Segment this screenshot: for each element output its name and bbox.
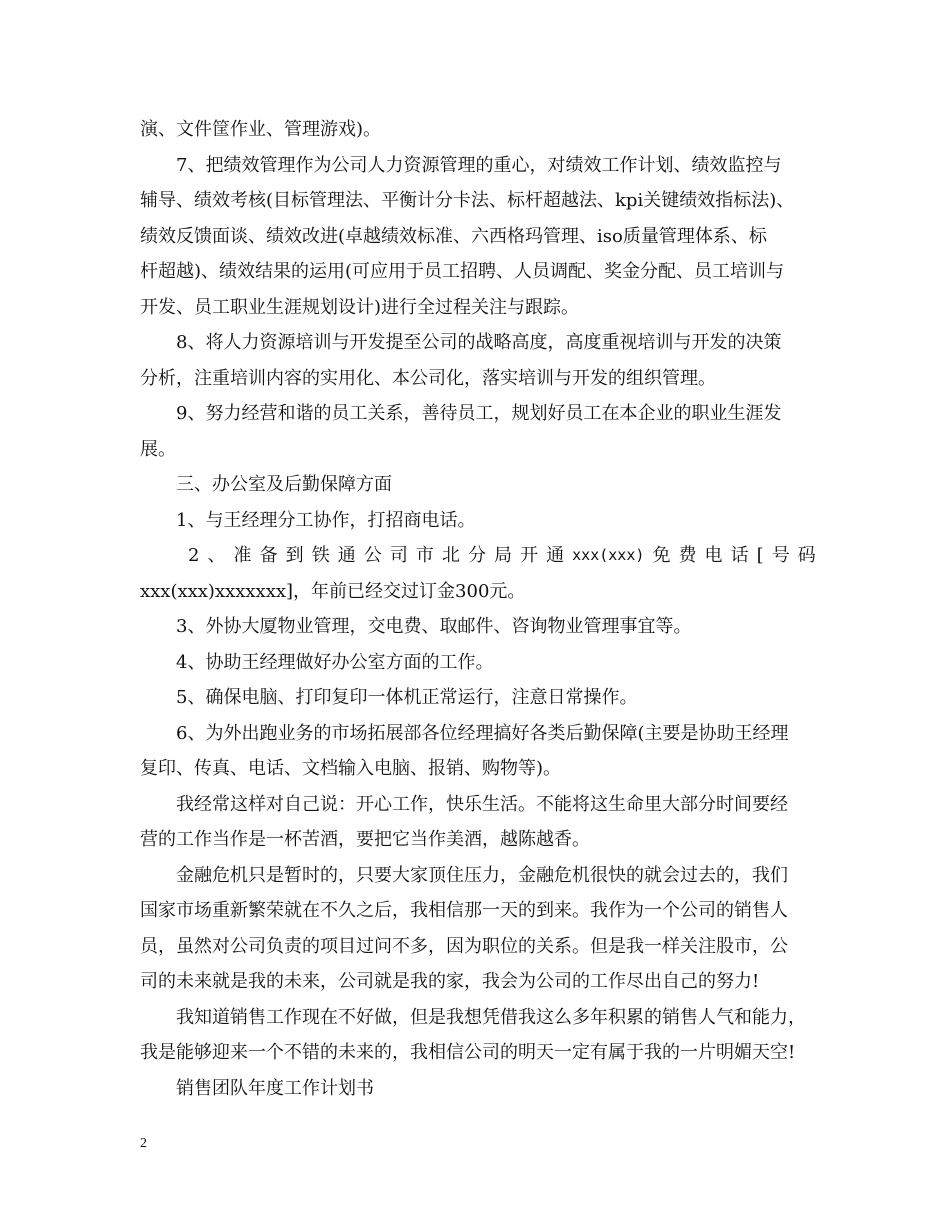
paragraph-line: xxx(xxx)xxxxxxx]，年前已经交过订金300元。 — [140, 580, 526, 602]
spread-text-part: 局 — [494, 545, 513, 566]
spread-text-part: 北 — [441, 545, 460, 566]
paragraph-line: 5、确保电脑、打印复印一体机正常运行，注意日常操作。 — [176, 687, 638, 708]
paragraph-line: 我知道销售工作现在不好做，但是我想凭借我这么多年积累的销售人气和能力， — [176, 1006, 806, 1028]
spread-text-part: 话 — [730, 545, 749, 566]
paragraph-line: 分析，注重培训内容的实用化、本公司化，落实培训与开发的组织管理。 — [140, 367, 716, 389]
paragraph-line: 展。 — [140, 438, 176, 460]
spread-text-part: xxx(xxx) — [572, 546, 645, 564]
paragraph-line: 7、把绩效管理作为公司人力资源管理的重心，对绩效工作计划、绩效监控与 — [176, 154, 782, 176]
spread-text-part: 、 — [207, 545, 226, 566]
spread-text-part: 备 — [259, 545, 278, 566]
paragraph-line: 绩效反馈面谈、绩效改进(卓越绩效标准、六西格玛管理、iso质量管理体系、标 — [140, 225, 767, 247]
paragraph-line: 6、为外出跑业务的市场拓展部各位经理搞好各类后勤保障(主要是协助王经理 — [176, 722, 789, 744]
paragraph-line: 国家市场重新繁荣就在不久之后，我相信那一天的到来。我作为一个公司的销售人 — [140, 900, 788, 921]
paragraph-line: 复印、传真、电话、文档输入电脑、报销、购物等)。 — [140, 758, 562, 779]
paragraph-line: 营的工作当作是一杯苦酒，要把它当作美酒，越陈越香。 — [140, 829, 590, 850]
paragraph-line: 我经常这样对自己说：开心工作，快乐生活。不能将这生命里大部分时间要经 — [176, 793, 788, 815]
spread-text-part: 公 — [363, 545, 382, 566]
paragraph-line: 员，虽然对公司负责的项目过问不多，因为职位的关系。但是我一样关注股市，公 — [140, 935, 788, 957]
spread-text-part: 免 — [652, 545, 671, 566]
paragraph-line: 开发、员工职业生涯规划设计)进行全过程关注与跟踪。 — [140, 296, 580, 318]
spread-text-part: 号 — [771, 545, 790, 566]
paragraph-line: 4、协助王经理做好办公室方面的工作。 — [176, 651, 494, 673]
paragraph-line: 9、努力经营和谐的员工关系，善待员工，规划好员工在本企业的职业生涯发 — [176, 403, 782, 424]
paragraph-line: 8、将人力资源培训与开发提至公司的战略高度，高度重视培训与开发的决策 — [176, 332, 782, 353]
spread-text-part: 铁 — [311, 545, 330, 566]
spread-text-part: 费 — [678, 545, 697, 566]
section-heading: 三、办公室及后勤保障方面 — [176, 474, 392, 495]
spread-text-part: 分 — [467, 545, 486, 566]
paragraph-line: 司的未来就是我的未来，公司就是我的家，我会为公司的工作尽出自己的努力! — [140, 971, 760, 992]
paragraph-line: 杆超越)、绩效结果的运用(可应用于员工招聘、人员调配、奖金分配、员工培训与 — [140, 261, 785, 282]
page-number: 2 — [140, 1136, 147, 1151]
spread-text-part: 市 — [415, 545, 434, 566]
paragraph-line: 金融危机只是暂时的，只要大家顶住压力，金融危机很快的就会过去的，我们 — [176, 864, 788, 886]
spread-text-part: 码 — [797, 545, 816, 566]
spread-text-part: 通 — [337, 545, 356, 566]
spread-text-part: 2 — [188, 545, 200, 566]
document-body — [140, 112, 816, 1106]
paragraph-line: 3、外协大厦物业管理，交电费、取邮件、咨询物业管理事宜等。 — [176, 616, 692, 637]
spread-text-part: 司 — [389, 545, 408, 566]
document-title-line: 销售团队年度工作计划书 — [176, 1077, 374, 1099]
spread-text-part: 通 — [546, 545, 565, 566]
spread-text-part: [ — [756, 545, 764, 566]
paragraph-line: 演、文件筐作业、管理游戏)。 — [140, 119, 382, 140]
spread-paragraph-line — [140, 538, 816, 574]
spread-text-part: 到 — [285, 545, 304, 566]
spread-text-part: 电 — [704, 545, 723, 566]
paragraph-line: 1、与王经理分工协作，打招商电话。 — [176, 509, 476, 531]
paragraph-line: 辅导、绩效考核(目标管理法、平衡计分卡法、标杆超越法、kpi关键绩效指标法)、 — [140, 190, 795, 211]
spread-text-part: 开 — [520, 545, 539, 566]
spread-text-part: 准 — [233, 545, 252, 566]
paragraph-line: 我是能够迎来一个不错的未来的，我相信公司的明天一定有属于我的一片明媚天空! — [140, 1042, 796, 1063]
